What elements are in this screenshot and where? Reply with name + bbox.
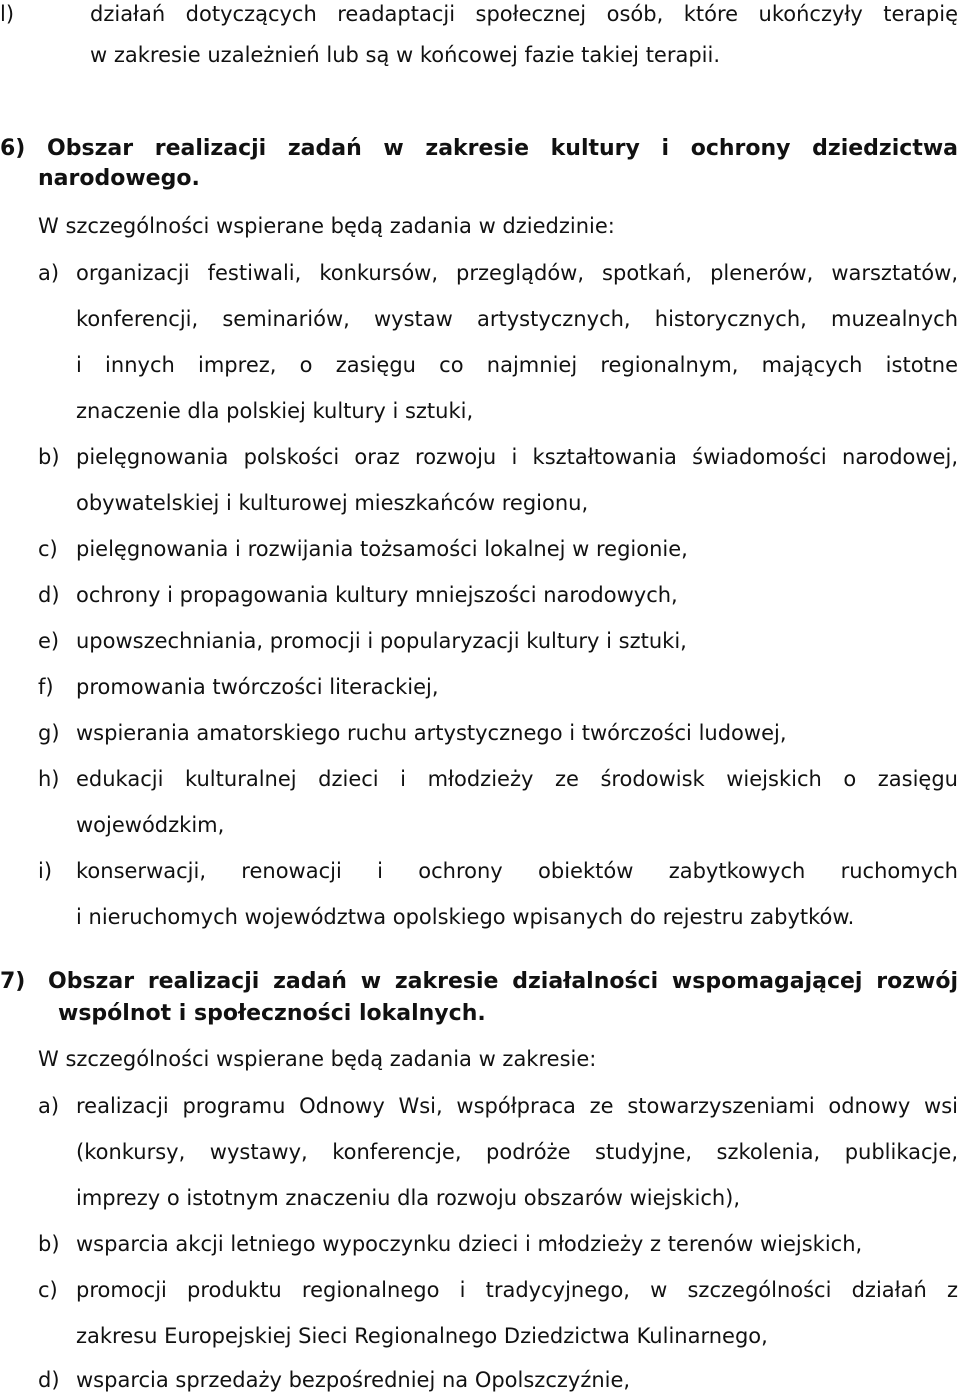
list-item-text: promowania twórczości literackiej,: [76, 675, 439, 699]
list-item-text: wsparcia sprzedaży bezpośredniej na Opolszczyźnie,: [76, 1368, 631, 1392]
section-heading: 6) Obszar realizacji zadań w zakresie kultury i ochrony dziedzictwa: [0, 136, 958, 161]
list-item-text: zakresu Europejskiej Sieci Regionalnego Dziedzictwa Kulinarnego,: [76, 1324, 768, 1348]
list-label: c): [38, 1278, 58, 1302]
list-item-text: konserwacji, renowacji i ochrony obiektów zabytkowych ruchomych: [76, 859, 958, 883]
list-item-text: działań dotyczących readaptacji społecznej osób, które ukończyły terapię: [90, 2, 958, 26]
section-number: 7): [0, 969, 26, 994]
list-label: d): [38, 583, 60, 607]
list-item-text: realizacji programu Odnowy Wsi, współpraca ze stowarzyszeniami odnowy wsi: [76, 1094, 958, 1118]
list-item-text: i innych imprez, o zasięgu co najmniej regionalnym, mających istotne: [76, 353, 958, 377]
list-item-text: edukacji kulturalnej dzieci i młodzieży ze środowisk wiejskich o zasięgu: [76, 767, 958, 791]
list-label: g): [38, 721, 60, 745]
list-item-text: upowszechniania, promocji i popularyzacji kultury i sztuki,: [76, 629, 687, 653]
section-heading: narodowego.: [38, 166, 200, 191]
list-label: f): [38, 675, 54, 699]
list-item-text: imprezy o istotnym znaczeniu dla rozwoju obszarów wiejskich),: [76, 1186, 741, 1210]
section-intro: W szczególności wspierane będą zadania w zakresie:: [38, 1047, 597, 1071]
list-label: i): [38, 859, 53, 883]
list-label: d): [38, 1368, 60, 1392]
list-item-text: pielęgnowania i rozwijania tożsamości lokalnej w regionie,: [76, 537, 688, 561]
list-item-text: w zakresie uzależnień lub są w końcowej fazie takiej terapii.: [90, 43, 721, 67]
list-item-text: konferencji, seminariów, wystaw artystycznych, historycznych, muzealnych: [76, 307, 958, 331]
list-label: a): [38, 261, 60, 285]
list-item-text: organizacji festiwali, konkursów, przeglądów, spotkań, plenerów, warsztatów,: [76, 261, 958, 285]
list-label: b): [38, 1232, 60, 1256]
section-heading: wspólnot i społeczności lokalnych.: [58, 1001, 486, 1026]
list-label: l): [0, 2, 15, 26]
list-item-text: (konkursy, wystawy, konferencje, podróże studyjne, szkolenia, publikacje,: [76, 1140, 958, 1164]
list-label: e): [38, 629, 60, 653]
section-intro: W szczególności wspierane będą zadania w dziedzinie:: [38, 214, 615, 238]
list-item-text: wojewódzkim,: [76, 813, 225, 837]
list-item-text: wspierania amatorskiego ruchu artystycznego i twórczości ludowej,: [76, 721, 787, 745]
list-item-text: znaczenie dla polskiej kultury i sztuki,: [76, 399, 474, 423]
list-label: b): [38, 445, 60, 469]
list-label: h): [38, 767, 60, 791]
list-item-text: i nieruchomych województwa opolskiego wpisanych do rejestru zabytków.: [76, 905, 855, 929]
list-item-text: pielęgnowania polskości oraz rozwoju i kształtowania świadomości narodowej,: [76, 445, 958, 469]
list-item-text: obywatelskiej i kulturowej mieszkańców regionu,: [76, 491, 589, 515]
list-item-text: wsparcia akcji letniego wypoczynku dzieci i młodzieży z terenów wiejskich,: [76, 1232, 863, 1256]
list-item-text: ochrony i propagowania kultury mniejszości narodowych,: [76, 583, 678, 607]
section-heading: Obszar realizacji zadań w zakresie działalności wspomagającej rozwój: [48, 969, 958, 994]
list-item-text: promocji produktu regionalnego i tradycyjnego, w szczególności działań z: [76, 1278, 958, 1302]
list-label: c): [38, 537, 58, 561]
list-label: a): [38, 1094, 60, 1118]
